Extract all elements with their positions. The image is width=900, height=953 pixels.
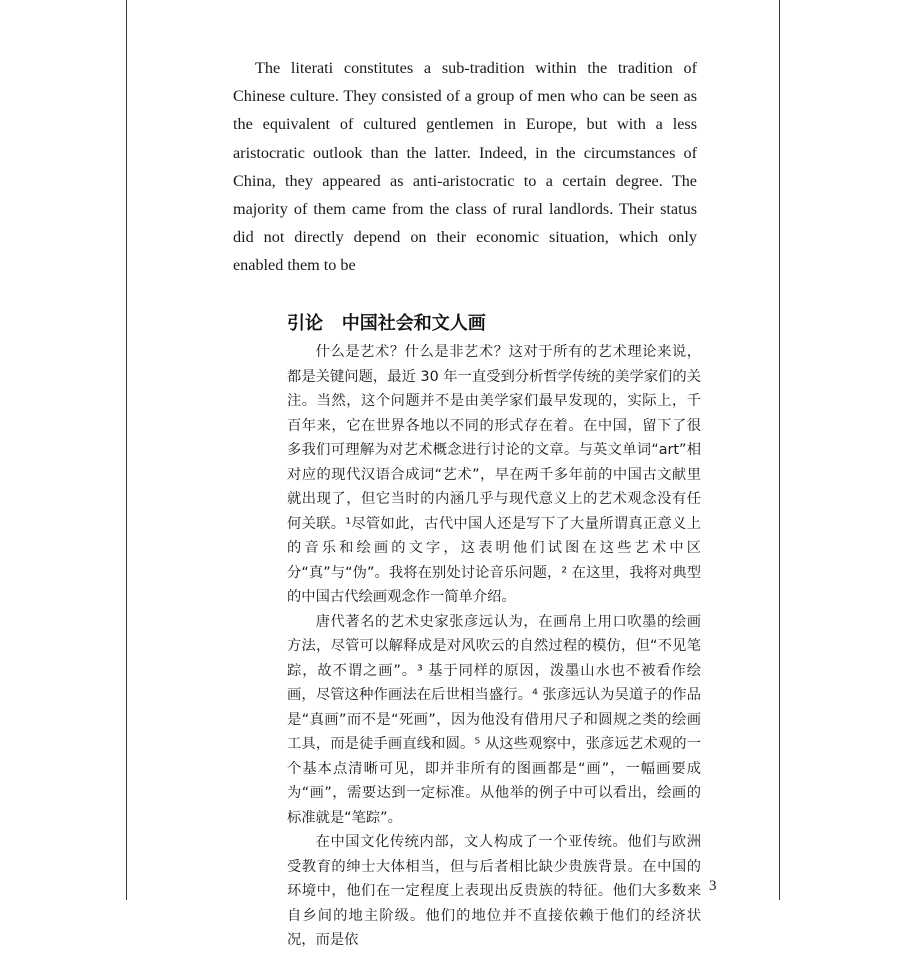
page-number: 3 xyxy=(709,878,717,894)
english-paragraph: The literati constitutes a sub-tradition within the tradition of Chinese culture. They consisted of a group of men who can be seen as the equivalent of cultured gentlemen in Europe, but with a less aristocratic outlook than the latter. Indeed, in the circumstances of China, they appeared as anti-aristocratic to a certain degree. The majority of them came from the class of rural landlords. Their status did not directly depend on their economic situation, which only enabled them to be xyxy=(233,59,697,275)
chinese-paragraph-1: 什么是艺术？什么是非艺术？这对于所有的艺术理论来说，都是关键问题，最近 30 年一直受到分析哲学传统的美学家们的关注。当然，这个问题并不是由美学家们最早发现的，实际上，千百年来，它在世界各地以不同的形式存在着。在中国，留下了很多我们可理解为对艺术概念进行讨论的文章。与英文单词“art”相对应的现代汉语合成词“艺术”，早在两千多年前的中国古文献里就出现了，但它当时的内涵几乎与现代意义上的艺术观念没有任何关联。¹尽管如此，古代中国人还是写下了大量所谓真正意义上的音乐和绘画的文字，这表明他们试图在这些艺术中区分“真”与“伪”。我将在别处讨论音乐问题，² 在这里，我将对典型的中国古代绘画观念作一简单介绍。 xyxy=(287,344,701,605)
chinese-paragraph-2: 唐代著名的艺术史家张彦远认为，在画帛上用口吹墨的绘画方法，尽管可以解释成是对风吹云的自然过程的模仿，但“不见笔踪，故不谓之画”。³ 基于同样的原因，泼墨山水也不被看作绘画，尽管这种作画法在后世相当盛行。⁴ 张彦远认为吴道子的作品是“真画”而不是“死画”，因为他没有借用尺子和圆规之类的绘画工具，而是徒手画直线和圆。⁵ 从这些观察中，张彦远艺术观的一个基本点清晰可见，即并非所有的图画都是“画”，一幅画要成为“画”，需要达到一定标准。从他举的例子中可以看出，绘画的标准就是“笔踪”。 xyxy=(287,613,701,826)
chinese-paragraph-3: 在中国文化传统内部，文人构成了一个亚传统。他们与欧洲受教育的绅士大体相当，但与后者相比缺少贵族背景。在中国的环境中，他们在一定程度上表现出反贵族的特征。他们大多数来自乡间的地主阶级。他们的地位并不直接依赖于他们的经济状况，而是依 xyxy=(287,834,701,948)
chapter-title: 引论 中国社会和文人画 xyxy=(287,313,486,334)
book-page xyxy=(126,0,780,948)
chinese-body xyxy=(287,340,701,953)
